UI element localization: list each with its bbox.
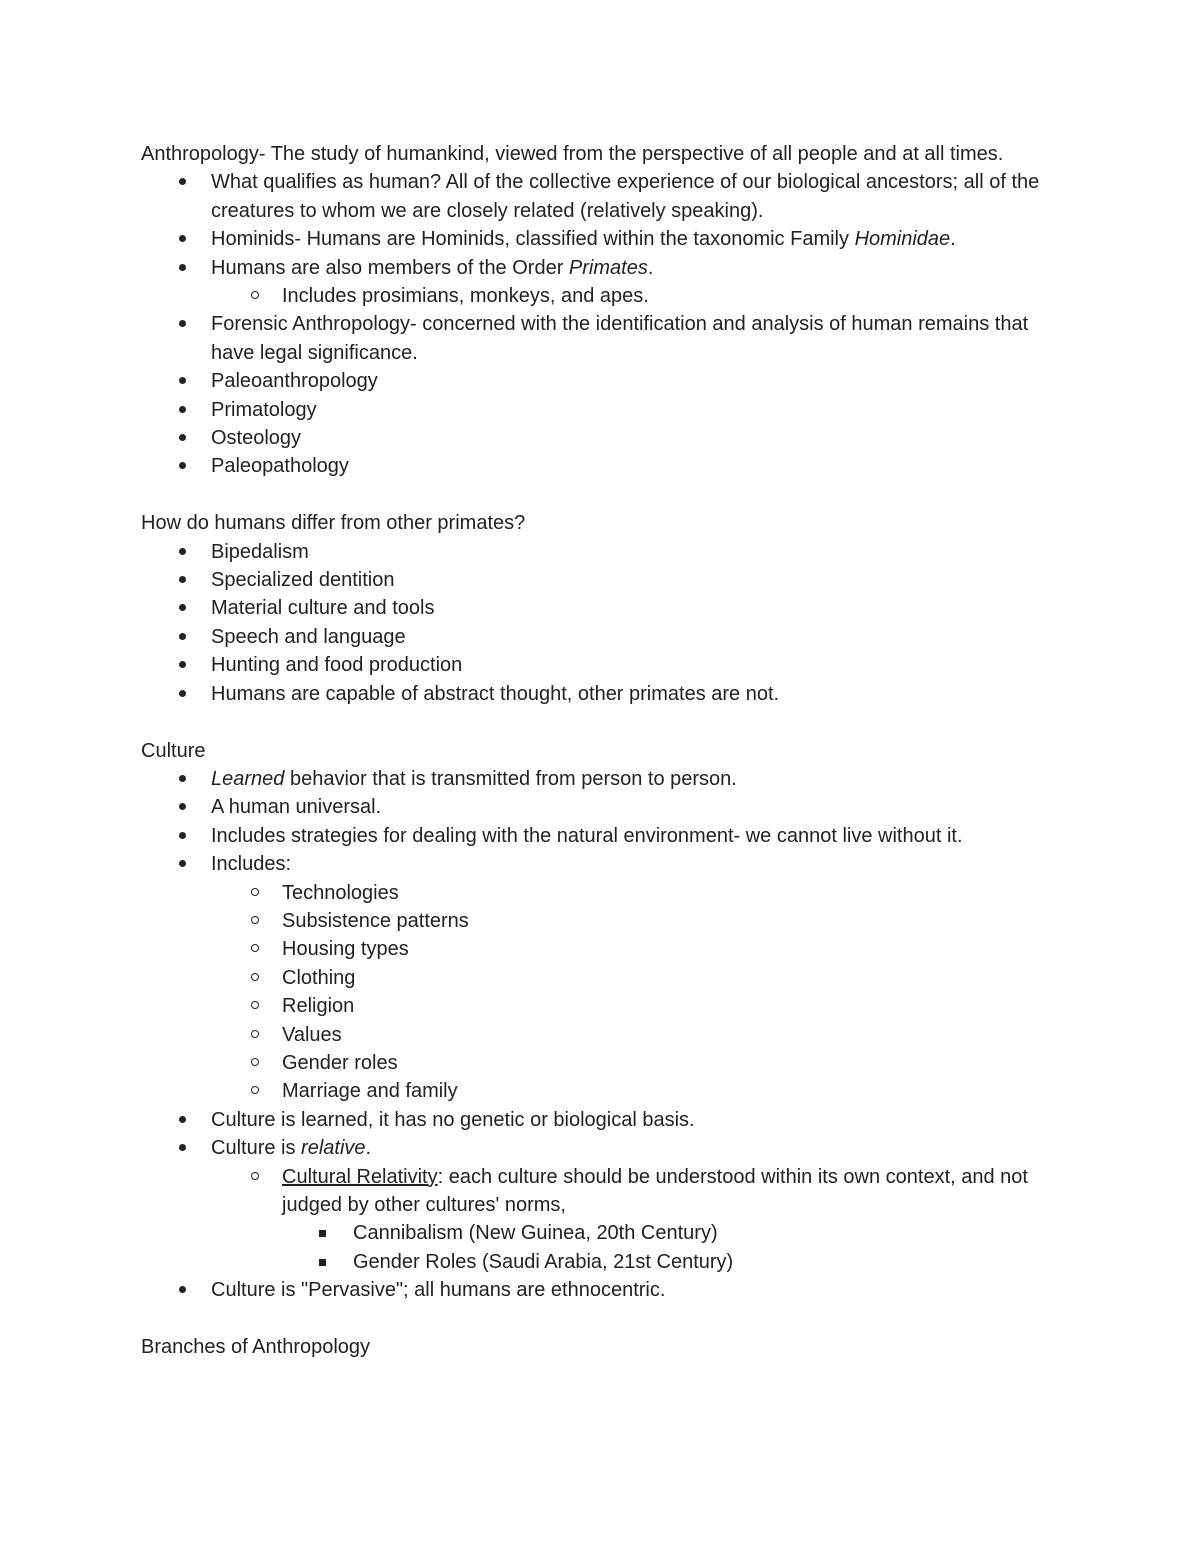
list-item: A human universal.: [141, 793, 1061, 821]
branches-heading: Branches of Anthropology: [141, 1336, 371, 1359]
bullet-icon: [179, 832, 186, 839]
list-item: Hunting and food production: [141, 651, 1061, 679]
list-item: Paleopathology: [141, 452, 1061, 480]
bullet-icon: [179, 803, 186, 810]
bullet-icon: [179, 661, 186, 668]
hollow-bullet-icon: [251, 1086, 259, 1094]
bullet-icon: [179, 1286, 186, 1293]
list-item: Humans are also members of the Order Primates.: [141, 254, 1061, 282]
bullet-icon: [179, 548, 186, 555]
hollow-bullet-icon: [251, 1058, 259, 1066]
list-item: Speech and language: [141, 623, 1061, 651]
list-item: Includes prosimians, monkeys, and apes.: [141, 282, 1061, 310]
hollow-bullet-icon: [251, 944, 259, 952]
list-item: Humans are capable of abstract thought, other primates are not.: [141, 680, 1061, 708]
paragraph-spacer: [141, 708, 1061, 736]
list-item: Culture is "Pervasive"; all humans are ethnocentric.: [141, 1276, 1061, 1304]
list-item: Culture is learned, it has no genetic or biological basis.: [141, 1106, 1061, 1134]
list-item: Includes:: [141, 850, 1061, 878]
bullet-icon: [179, 860, 186, 867]
bullet-icon: [179, 576, 186, 583]
bullet-icon: [179, 690, 186, 697]
list-item: Gender Roles (Saudi Arabia, 21st Century): [141, 1248, 1061, 1276]
list-item: Values: [141, 1021, 1061, 1049]
bullet-icon: [179, 320, 186, 327]
paragraph-spacer: [141, 481, 1061, 509]
document-body: [141, 140, 1061, 1361]
hollow-bullet-icon: [251, 916, 259, 924]
list-item: Cannibalism (New Guinea, 20th Century): [141, 1219, 1061, 1247]
list-item: Material culture and tools: [141, 594, 1061, 622]
bullet-icon: [179, 377, 186, 384]
intro-paragraph: Anthropology- The study of humankind, viewed from the perspective of all people and at all times.: [141, 143, 1004, 165]
list-item: Cultural Relativity: each culture should be understood within its own context, and not judged by other cultures' norms,: [141, 1163, 1061, 1220]
bullet-icon: [179, 235, 186, 242]
list-item: Technologies: [141, 879, 1061, 907]
bullet-icon: [179, 1116, 186, 1123]
list-item: Subsistence patterns: [141, 907, 1061, 935]
cultural-relativity-term: Cultural Relativity: [282, 1165, 438, 1188]
culture-heading: Culture: [141, 739, 206, 762]
bullet-icon: [179, 264, 186, 271]
list-item: Includes strategies for dealing with the natural environment- we cannot live without it.: [141, 822, 1061, 850]
bullet-icon: [179, 604, 186, 611]
list-item: Learned behavior that is transmitted from person to person.: [141, 765, 1061, 793]
list-item: Specialized dentition: [141, 566, 1061, 594]
hollow-bullet-icon: [251, 1030, 259, 1038]
bullet-icon: [179, 633, 186, 640]
differ-heading: How do humans differ from other primates?: [141, 512, 526, 535]
paragraph-spacer: [141, 1305, 1061, 1333]
square-bullet-icon: [319, 1230, 326, 1237]
bullet-icon: [179, 462, 186, 469]
list-item: Hominids- Humans are Hominids, classified within the taxonomic Family Hominidae.: [141, 225, 1061, 253]
bullet-icon: [179, 434, 186, 441]
list-item: What qualifies as human? All of the collective experience of our biological ancestors; all of the creatures to whom we are closely related (relatively speaking).: [141, 168, 1061, 225]
hollow-bullet-icon: [251, 291, 259, 299]
list-item: Religion: [141, 992, 1061, 1020]
list-item: Paleoanthropology: [141, 367, 1061, 395]
list-item: Clothing: [141, 964, 1061, 992]
list-item: Osteology: [141, 424, 1061, 452]
hollow-bullet-icon: [251, 888, 259, 896]
bullet-icon: [179, 775, 186, 782]
list-item: Bipedalism: [141, 538, 1061, 566]
hollow-bullet-icon: [251, 1172, 259, 1180]
list-item: Marriage and family: [141, 1077, 1061, 1105]
square-bullet-icon: [319, 1259, 326, 1266]
list-item: Culture is relative.: [141, 1134, 1061, 1162]
hollow-bullet-icon: [251, 973, 259, 981]
bullet-icon: [179, 406, 186, 413]
bullet-icon: [179, 1144, 186, 1151]
hollow-bullet-icon: [251, 1001, 259, 1009]
list-item: Primatology: [141, 396, 1061, 424]
bullet-icon: [179, 178, 186, 185]
list-item: Forensic Anthropology- concerned with the identification and analysis of human remains that have legal significance.: [141, 310, 1061, 367]
list-item: Housing types: [141, 935, 1061, 963]
list-item: Gender roles: [141, 1049, 1061, 1077]
